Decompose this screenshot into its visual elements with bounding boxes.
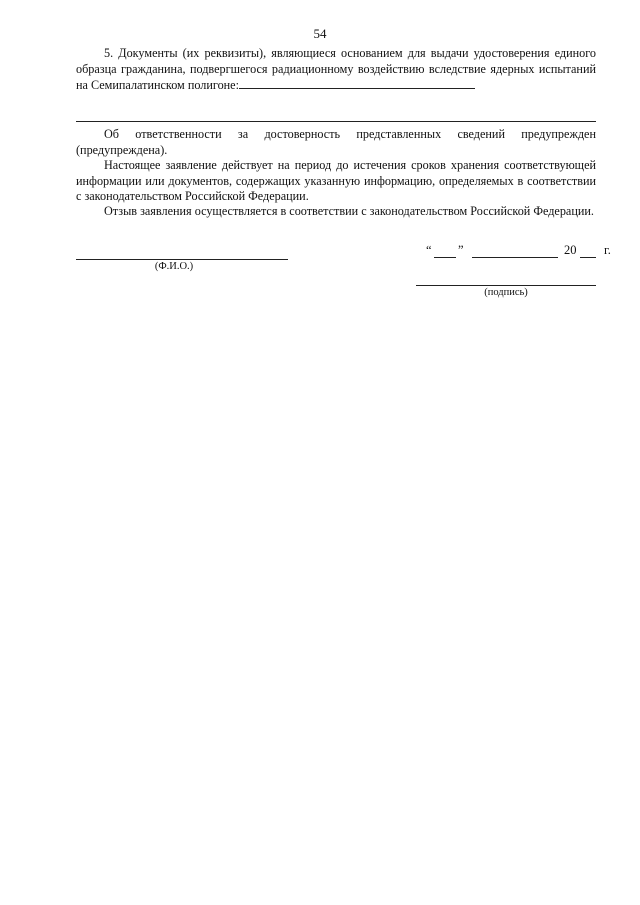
documents-fill-line[interactable] [239, 77, 475, 89]
date-field [426, 243, 611, 261]
fio-caption: (Ф.И.О.) [154, 261, 194, 272]
date-close-quote: ” [458, 243, 464, 257]
day-blank[interactable] [434, 257, 456, 258]
year-prefix: 20 [564, 243, 577, 257]
year-blank[interactable] [580, 257, 596, 258]
item-5-text: 5. Документы (их реквизиты), являющиеся основанием для выдачи удостоверения единого образца гражданина, подвергшегося радиационному воздействию вследствие ядерных испытаний на Семипалатинском полигоне: [76, 46, 596, 93]
fio-line[interactable] [76, 259, 288, 260]
documents-continuation-line[interactable] [76, 121, 596, 122]
validity-paragraph: Настоящее заявление действует на период до истечения сроков хранения соответствующей информации или документов, содержащих указанную информацию, определяемых в соответствии с законодательством Российской Федерации. [76, 158, 596, 204]
month-blank[interactable] [472, 257, 558, 258]
date-open-quote: “ [426, 243, 432, 257]
item-5-paragraph [76, 46, 596, 94]
signature-line[interactable] [416, 285, 596, 286]
responsibility-paragraph: Об ответственности за достоверность представленных сведений предупрежден (предупреждена). [76, 127, 596, 157]
year-suffix: г. [604, 243, 611, 257]
withdrawal-paragraph: Отзыв заявления осуществляется в соответствии с законодательством Российской Федерации. [104, 204, 594, 218]
signature-caption: (подпись) [484, 287, 528, 298]
page-number: 54 [313, 26, 327, 41]
